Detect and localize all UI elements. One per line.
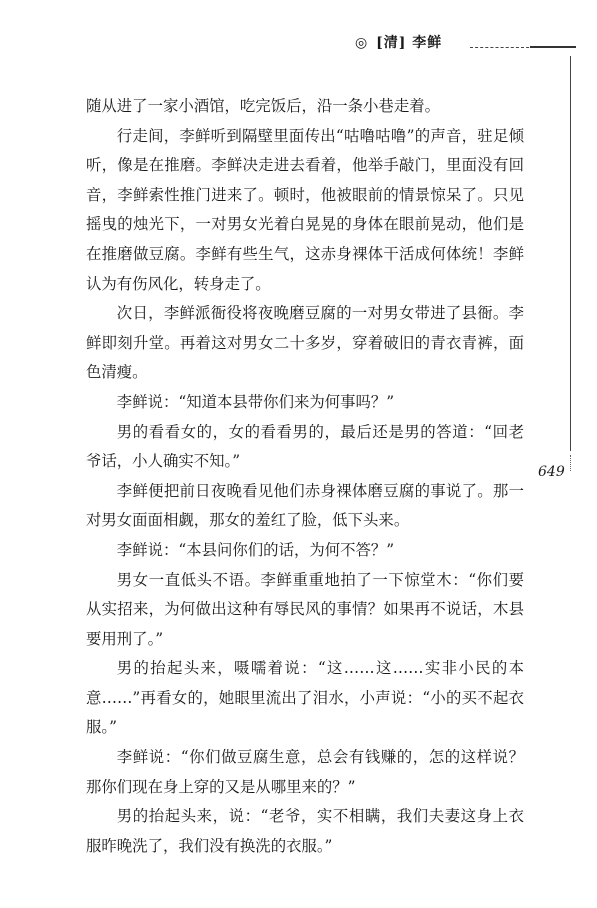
circle-marker-icon: ◎ <box>355 35 369 51</box>
header-rule-solid <box>530 46 576 48</box>
paragraph: 男女一直低头不语。李鲜重重地拍了一下惊堂木：“你们要从实招来，为何做出这种有辱民风的事情？如果再不说话，木县要用刑了。” <box>86 570 524 648</box>
paragraph: 李鲜便把前日夜晚看见他们赤身裸体磨豆腐的事说了。那一对男女面面相觑，那女的羞红了脸，低下头来。 <box>86 481 524 530</box>
margin-rule-dotted <box>570 455 571 471</box>
paragraph: 男的看看女的，女的看看男的，最后还是男的答道：“回老爷话，小人确实不知。” <box>86 422 524 471</box>
paragraph: 李鲜说：“本县问你们的话，为何不答？” <box>116 540 395 559</box>
page-number: 649 <box>538 464 565 480</box>
paragraph: 李鲜说：“知道本县带你们来为何事吗？” <box>116 392 395 411</box>
paragraph: 行走间，李鲜听到隔壁里面传出“咕噜咕噜”的声音，驻足倾听，像是在推磨。李鲜决走进去看着，他举手敲门，里面没有回音，李鲜索性推门进来了。顿时，他被眼前的情景惊呆了。只见摇曳的烛光下，一对男女光着白晃晃的身体在眼前晃动，他们是在推磨做豆腐。李鲜有些生气，这赤身裸体干活成何体统！李鲜认为有伤风化，转身走了。 <box>86 126 524 293</box>
paragraph: 次日，李鲜派衙役将夜晚磨豆腐的一对男女带进了县衙。李鲜即刻升堂。再着这对男女二十多岁，穿着破旧的青衣青裤，面色清瘦。 <box>86 304 524 382</box>
running-header <box>355 32 442 50</box>
body-text <box>86 92 524 861</box>
margin-rule <box>570 56 571 451</box>
paragraph: 李鲜说：“你们做豆腐生意，总会有钱赚的，怎的这样说？那你们现在身上穿的又是从哪里来的？” <box>86 748 524 796</box>
paragraph: 随从进了一家小酒馆，吃完饭后，沿一条小巷走着。 <box>86 97 440 115</box>
running-header-title: [清] 李鲜 <box>376 35 443 51</box>
paragraph: 男的抬起头来，说：“老爷，实不相瞒，我们夫妻这身上衣服昨晚洗了，我们没有换洗的衣服。” <box>86 807 524 855</box>
paragraph: 男的抬起头来，嗫嚅着说：“这……这……实非小民的本意……”再看女的，她眼里流出了泪水，小声说：“小的买不起衣服。” <box>86 659 524 737</box>
